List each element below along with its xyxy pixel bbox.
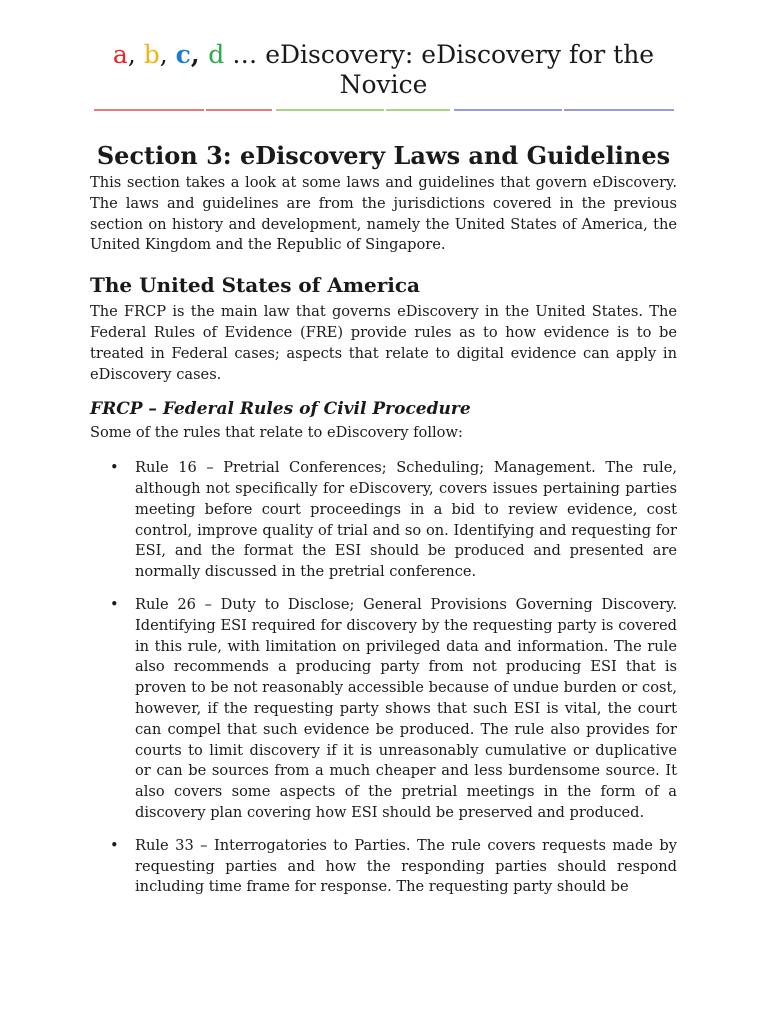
list-item [90, 458, 677, 583]
section-heading: Section 3: eDiscovery Laws and Guidelines [96, 141, 671, 170]
rule-segment-blue [564, 109, 674, 111]
title-letter-a: a [112, 40, 128, 69]
document-title [90, 40, 677, 100]
rule-segment-green [386, 109, 450, 111]
rule-segment-red [206, 109, 272, 111]
section-intro-paragraph: This section takes a look at some laws and guidelines that govern eDiscovery. The laws and guidelines are from the jurisdictions covered in the previous section on history and development, namely the United States of America, the United Kingdom and the Republic of Singapore. [90, 174, 677, 254]
rule-33-text: Rule 33 – Interrogatories to Parties. The rule covers requests made by requesting parties and how the responding parties should respond including time frame for response. The requesting party should be [135, 836, 677, 896]
frcp-rules-list [90, 458, 677, 898]
title-text: … eDiscovery: eDiscovery for the Novice [224, 40, 655, 99]
title-underline-rule [94, 109, 674, 111]
frcp-heading: FRCP – Federal Rules of Civil Procedure [90, 399, 471, 420]
frcp-lead-paragraph: Some of the rules that relate to eDiscovery follow: [90, 424, 463, 442]
title-separator: , [127, 40, 144, 69]
usa-heading: The United States of America [90, 273, 421, 298]
title-letter-c: c [175, 40, 191, 69]
bullet-icon: • [110, 459, 119, 477]
bullet-icon: • [110, 595, 119, 613]
title-letter-b: b [143, 40, 160, 69]
rule-segment-red [94, 109, 204, 111]
rule-26-text: Rule 26 – Duty to Disclose; General Provisions Governing Discovery. Identifying ESI required for discovery by the requesting party is covered in this rule, with limitation on privileged data and information. The rule also recommends a producing party from not producing ESI that is proven to be not reasonably accessible because of undue burden or cost, however, if the requesting party shows that such ESI is vital, the court can compel that such evidence be produced. The rule also provides for courts to limit discovery if it is unreasonably cumulative or duplicative or can be sources from a much cheaper and less burdensome source. It also covers some aspects of the pretrial meetings in the form of a discovery plan covering how ESI should be preserved and produced. [135, 595, 677, 821]
usa-paragraph: The FRCP is the main law that governs eDiscovery in the United States. The Federal Rules of Evidence (FRE) provide rules as to how evidence is to be treated in Federal cases; aspects that relate to digital evidence can apply in eDiscovery cases. [90, 303, 677, 383]
list-item [90, 595, 677, 824]
rule-16-text: Rule 16 – Pretrial Conferences; Scheduling; Management. The rule, although not specifically for eDiscovery, covers issues pertaining parties meeting before court proceedings in a bid to review evidence, cost control, improve quality of trial and so on. Identifying and requesting for ESI, and the format the ESI should be produced and presented are normally discussed in the pretrial conference. [135, 459, 677, 581]
bullet-icon: • [110, 836, 119, 854]
rule-segment-green [276, 109, 384, 111]
document-page [90, 40, 677, 910]
title-separator: , [159, 40, 176, 69]
title-letter-d: d [208, 40, 225, 69]
title-separator: , [190, 40, 209, 69]
rule-segment-blue [454, 109, 562, 111]
list-item [90, 836, 677, 898]
